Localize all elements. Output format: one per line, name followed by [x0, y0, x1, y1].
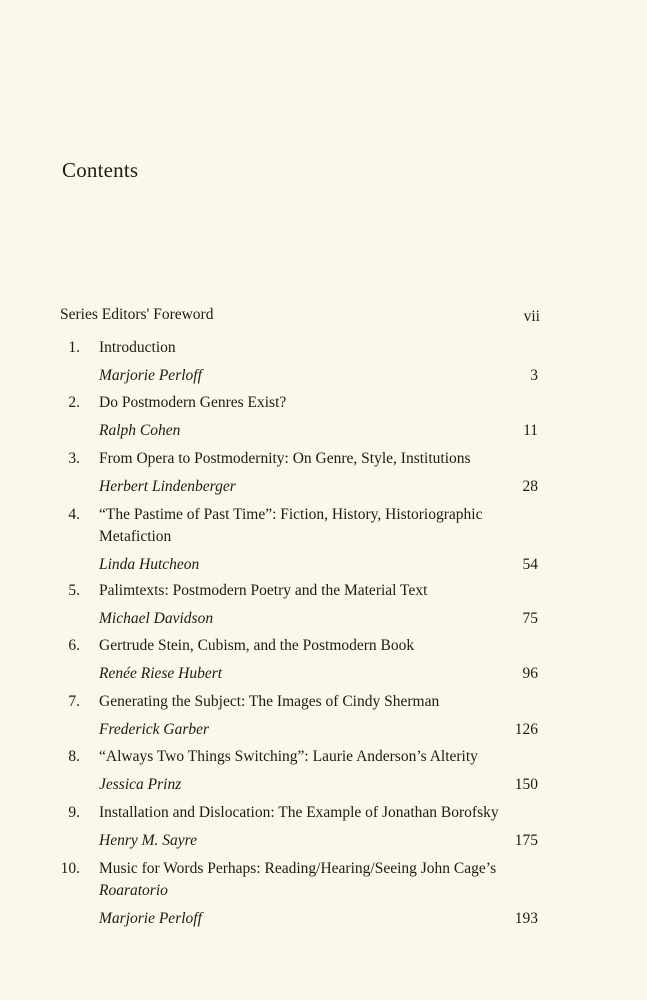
entry-number: 8.: [68, 748, 80, 765]
entry-author: Renée Riese Hubert: [99, 665, 223, 682]
toc-entry: [60, 337, 538, 387]
entry-page: 54: [522, 556, 538, 573]
entry-page: 75: [522, 610, 538, 627]
entry-page: 11: [523, 422, 538, 439]
entry-title-italic: Roaratorio: [99, 882, 168, 899]
page-title: Contents: [62, 158, 139, 182]
entry-author: Frederick Garber: [99, 721, 210, 738]
entry-author: Marjorie Perloff: [99, 910, 202, 927]
entry-number: 3.: [68, 450, 80, 467]
entry-author: Linda Hutcheon: [99, 556, 200, 573]
foreword-entry: [60, 306, 540, 324]
entry-author: Henry M. Sayre: [99, 832, 197, 849]
entry-title: Gertrude Stein, Cubism, and the Postmodern Book: [99, 637, 415, 654]
entry-title: Palimtexts: Postmodern Poetry and the Material Text: [99, 582, 428, 599]
entry-page: 193: [514, 910, 538, 927]
entry-title: Installation and Dislocation: The Example of Jonathan Borofsky: [99, 804, 499, 821]
entry-page: 96: [522, 665, 538, 682]
toc-entry: [60, 580, 538, 630]
foreword-page: vii: [523, 308, 540, 325]
bleed-through-text: [275, 78, 278, 94]
entry-author: Marjorie Perloff: [99, 367, 202, 384]
entry-title: “Always Two Things Switching”: Laurie Anderson’s Alterity: [99, 748, 478, 765]
foreword-label: Series Editors' Foreword: [60, 306, 214, 323]
entry-number: 6.: [68, 637, 80, 654]
entry-number: 5.: [68, 582, 80, 599]
entry-author: Herbert Lindenberger: [99, 478, 236, 495]
toc-entry: [60, 448, 538, 498]
entry-page: 150: [514, 776, 538, 793]
entry-number: 10.: [60, 860, 80, 877]
entry-number: 7.: [68, 693, 80, 710]
toc-entry: [60, 746, 538, 796]
entry-number: 2.: [68, 394, 80, 411]
entry-page: 175: [514, 832, 538, 849]
entry-page: 3: [530, 367, 538, 384]
entry-title: “The Pastime of Past Time”: Fiction, History, Historiographic Metafiction: [99, 506, 483, 545]
toc-entry: [60, 858, 538, 930]
entry-author: Jessica Prinz: [99, 776, 182, 793]
entry-title: From Opera to Postmodernity: On Genre, Style, Institutions: [99, 450, 471, 467]
toc-entry: [60, 691, 538, 741]
entry-author: Michael Davidson: [99, 610, 214, 627]
entry-page: 126: [514, 721, 538, 738]
toc-entry: [60, 504, 538, 576]
entry-page: 28: [522, 478, 538, 495]
entry-title: Introduction: [99, 339, 176, 356]
entry-title: Generating the Subject: The Images of Cindy Sherman: [99, 693, 440, 710]
toc-entry: [60, 802, 538, 852]
entry-title: Music for Words Perhaps: Reading/Hearing/Seeing John Cage’s: [99, 860, 497, 877]
toc-entry: [60, 635, 538, 685]
entry-number: 9.: [68, 804, 80, 821]
toc-entry: [60, 392, 538, 442]
entry-title: Do Postmodern Genres Exist?: [99, 394, 287, 411]
entry-number: 4.: [68, 506, 80, 523]
entry-number: 1.: [68, 339, 80, 356]
entry-author: Ralph Cohen: [99, 422, 181, 439]
